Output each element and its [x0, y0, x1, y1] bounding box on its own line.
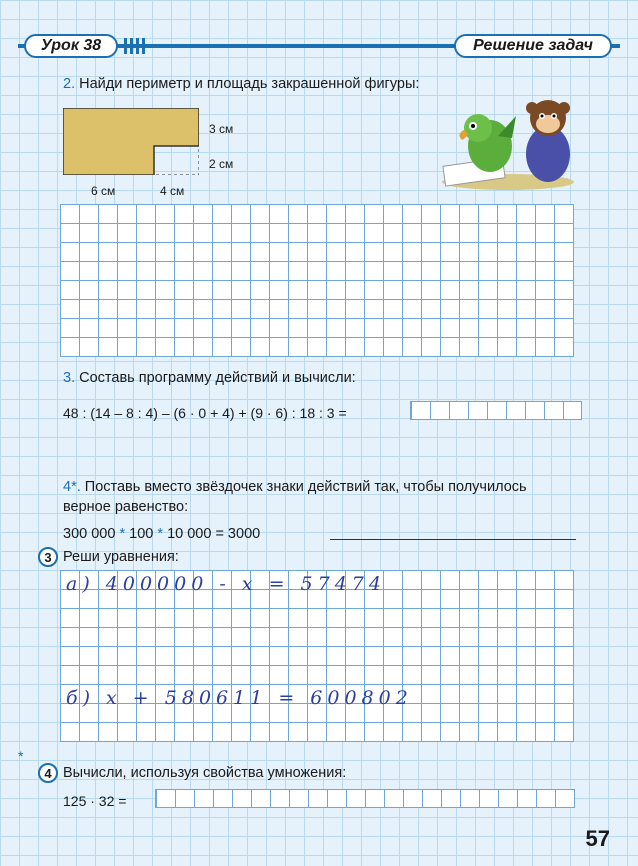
task2-answer-grid[interactable]	[60, 204, 574, 357]
handwriting-equation-a: а) 400000 - x = 57474	[66, 573, 386, 595]
task3-expression: 48 : (14 – 8 : 4) – (6 · 0 + 4) + (9 · 6) : 18 : 3 =	[63, 405, 347, 421]
task3-answer-boxes[interactable]	[410, 401, 582, 420]
exercise4-expression: 125 · 32 =	[63, 793, 127, 809]
lesson-label: Урок 38	[24, 34, 118, 58]
exercise4-text: Вычисли, используя свойства умножения:	[63, 765, 347, 781]
exercise4-answer-boxes[interactable]	[155, 789, 575, 808]
eq-b: 100	[129, 526, 154, 542]
exercise3-number: 3	[38, 547, 58, 567]
task4-text-line1: Поставь вместо звёздочек знаки действий так, чтобы получилось	[84, 479, 527, 495]
task4-heading	[63, 478, 527, 496]
task4-text-line2: верное равенство:	[63, 499, 189, 515]
eq-c: 10 000 = 3000	[167, 526, 261, 542]
task3-number: 3.	[63, 370, 76, 386]
exercise4-number: 4	[38, 763, 58, 783]
task2-heading	[63, 75, 419, 93]
exercise4-star: *	[18, 748, 24, 764]
task4-number: 4*.	[63, 479, 81, 495]
task4-answer-line[interactable]	[330, 539, 576, 540]
eq-star-2: *	[157, 526, 164, 542]
task4-equation	[63, 525, 260, 543]
task3-heading	[63, 369, 356, 387]
exercise3-text: Реши уравнения:	[63, 549, 179, 565]
page-number: 57	[585, 826, 610, 851]
topic-label: Решение задач	[454, 34, 612, 58]
parrot-and-monkey-illustration	[438, 96, 578, 192]
task3-text: Составь программу действий и вычисли:	[79, 370, 356, 386]
exercise3-answer-grid[interactable]	[60, 570, 574, 742]
label-4cm: 4 см	[160, 184, 185, 198]
label-6cm: 6 см	[91, 184, 116, 198]
handwriting-equation-b: б) x + 580611 = 600802	[66, 687, 413, 709]
eq-a: 300 000	[63, 526, 116, 542]
label-2cm: 2 см	[209, 157, 234, 171]
task2-number: 2.	[63, 76, 76, 92]
eq-star-1: *	[119, 526, 126, 542]
header-stripes	[124, 38, 154, 54]
shaded-figure	[63, 108, 199, 175]
label-3cm: 3 см	[209, 122, 234, 136]
task2-text: Найди периметр и площадь закрашенной фигуры:	[79, 76, 420, 92]
